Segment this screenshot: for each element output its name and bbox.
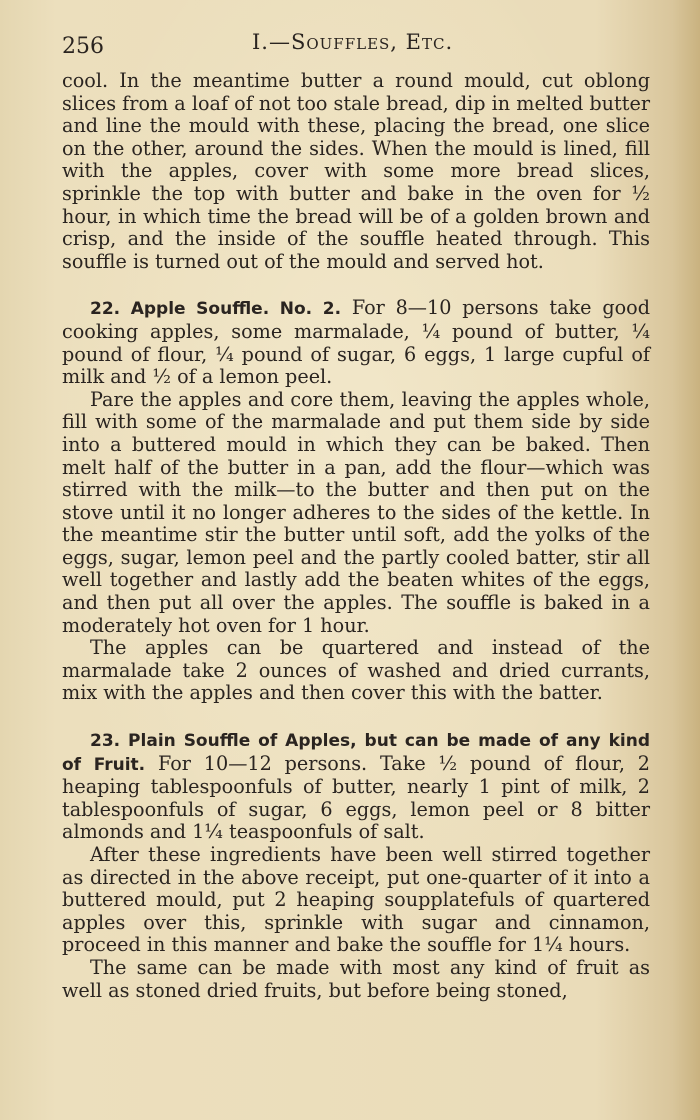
recipe-23-paragraph-2: The same can be made with most any kind of fruit as well as stoned dried fruits, but before being stoned, (62, 955, 650, 1002)
page-body (62, 70, 650, 1002)
recipe-23-intro (62, 729, 650, 844)
recipe-23-ingredients: For 10—12 persons. Take ½ pound of flour, 2 heaping tablespoonfuls of butter, nearly 1 pint of milk, 2 tablespoonfuls of sugar, 6 eggs, lemon peel or 8 bitter almonds and 1¼ teaspoonfuls of salt. (62, 751, 650, 844)
running-head: I.—Souffles, Etc. (252, 30, 454, 54)
recipe-23-paragraph-1: After these ingredients have been well stirred together as directed in the above receipt, put one-quarter of it into a buttered mould, put 2 heaping soupplatefuls of quartered apples over this, sprinkle with sugar and cinnamon, proceed in this manner and bake the souffle for 1¼ hours. (62, 843, 650, 957)
recipe-22-paragraph-2: The apples can be quartered and instead of the marmalade take 2 ounces of washed and dried currants, mix with the apples and then cover this with the batter. (62, 636, 650, 705)
recipe-22-intro (62, 297, 650, 388)
page-number: 256 (62, 34, 104, 59)
recipe-23-heading: 23. Plain Souffle of Apples, but can be made of any kind of Fruit. (62, 731, 650, 775)
section-gap (62, 705, 650, 729)
recipe-22-paragraph-1: Pare the apples and core them, leaving the apples whole, fill with some of the marmalade and put them side by side into a buttered mould in which they can be baked. Then melt half of the butter in a pan, add the flour—which was stirred with the milk—to the butter and then put on the stove until it no longer adheres to the sides of the kettle. In the meantime stir the butter until soft, add the yolks of the eggs, sugar, lemon peel and the partly cooled batter, stir all well together and lastly add the beaten whites of the eggs, and then put all over the apples. The souffle is baked in a moderately hot oven for 1 hour. (62, 387, 650, 637)
recipe-22-heading: 22. Apple Souffle. No. 2. (90, 299, 342, 320)
section-gap (62, 273, 650, 297)
recipe-22-ingredients: For 8—10 persons take good cooking apples, some marmalade, ¼ pound of butter, ¼ pound of flour, ¼ pound of sugar, 6 eggs, 1 large cupful of milk and ½ of a lemon peel. (62, 296, 650, 389)
page-header (62, 28, 652, 58)
intro-paragraph: cool. In the meantime butter a round mould, cut oblong slices from a loaf of not too stale bread, dip in melted butter and line the mould with these, placing the bread, one slice on the other, around the sides. When the mould is lined, fill with the apples, cover with some more bread slices, sprinkle the top with butter and bake in the oven for ½ hour, in which time the bread will be of a golden brown and crisp, and the inside of the souffle heated through. This souffle is turned out of the mould and served hot. (62, 69, 650, 273)
